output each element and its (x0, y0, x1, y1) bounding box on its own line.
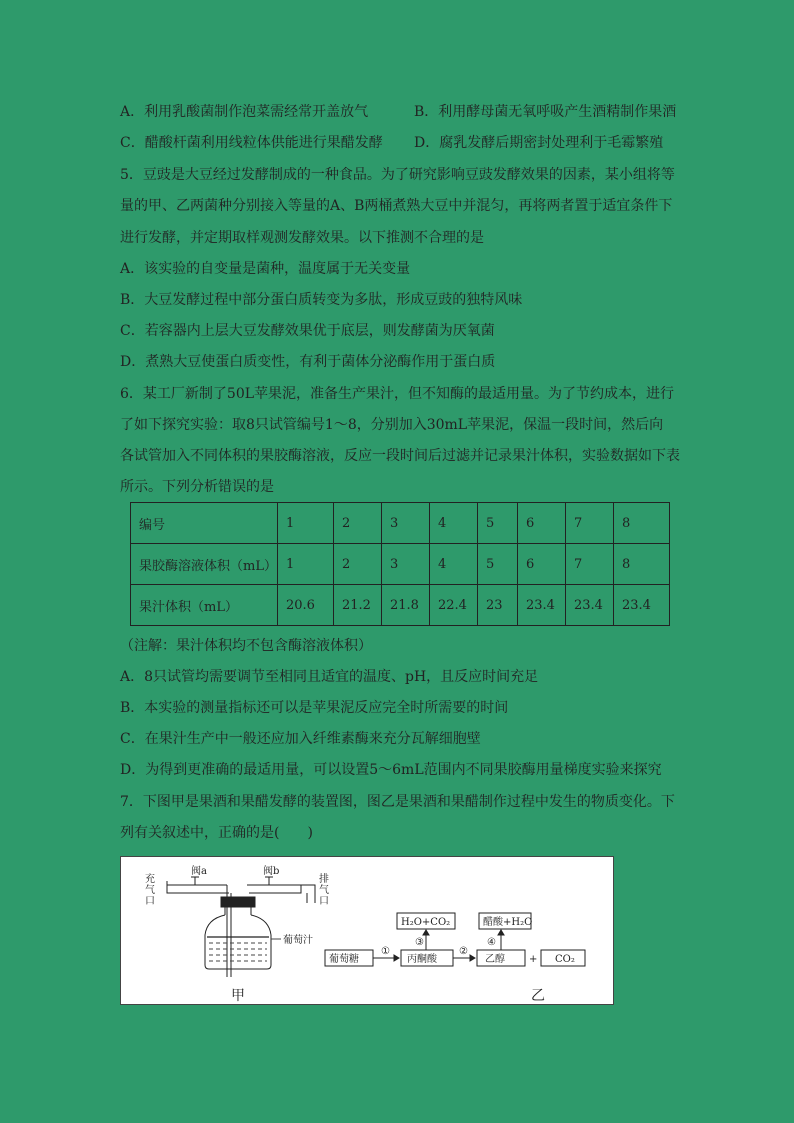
table-cell: 23.4 (566, 585, 614, 626)
q6-option-d[interactable]: D．为得到更准确的最适用量，可以设置5～6mL范围内不同果胶酶用量梯度实验来探究 (120, 762, 662, 778)
table-cell: 果胶酶溶液体积（mL） (131, 544, 278, 585)
table-cell: 3 (382, 503, 430, 544)
q5-stem-2: 量的甲、乙两菌种分别接入等量的A、B两桶煮熟大豆中并混匀，再将两者置于适宜条件下 (120, 198, 673, 214)
table-cell: 2 (334, 544, 382, 585)
table-cell: 8 (614, 544, 670, 585)
fermentation-figure (120, 856, 614, 1005)
q4-options-cd (120, 133, 680, 153)
outlet-char-2: 气 (319, 885, 329, 896)
figure-label-yi: 乙 (531, 988, 545, 1004)
table-row (131, 585, 670, 626)
table-cell: 1 (278, 544, 334, 585)
grape-juice-label: 葡萄汁 (283, 935, 313, 946)
table-cell: 8 (614, 503, 670, 544)
q7-stem-1: 7．下图甲是果酒和果醋发酵的装置图，图乙是果酒和果醋制作过程中发生的物质变化。下 (120, 794, 675, 810)
valve-a-label: 阀a (191, 866, 207, 877)
figure-label-jia: 甲 (231, 988, 245, 1004)
table-cell: 21.2 (334, 585, 382, 626)
table-cell: 6 (518, 503, 566, 544)
table-cell: 7 (566, 503, 614, 544)
table-cell: 2 (334, 503, 382, 544)
step-4-marker: ④ (487, 937, 496, 948)
table-cell: 23 (478, 585, 518, 626)
q7-stem-2: 列有关叙述中，正确的是( ) (120, 825, 313, 841)
table-cell: 4 (430, 544, 478, 585)
table-cell: 5 (478, 544, 518, 585)
q5-option-a[interactable]: A．该实验的自变量是菌种，温度属于无关变量 (120, 261, 411, 277)
q4-options-ab (120, 102, 680, 122)
q5-option-b[interactable]: B．大豆发酵过程中部分蛋白质转变为多肽，形成豆豉的独特风味 (120, 292, 523, 308)
step-1-marker: ① (381, 946, 390, 957)
co2-label: CO₂ (555, 954, 575, 965)
table-cell: 4 (430, 503, 478, 544)
q5-option-c[interactable]: C．若容器内上层大豆发酵效果优于底层，则发酵菌为厌氧菌 (120, 323, 495, 339)
q6-stem-3: 各试管加入不同体积的果胶酶溶液，反应一段时间后过滤并记录果汁体积，实验数据如下表 (120, 448, 680, 464)
table-cell: 5 (478, 503, 518, 544)
table-cell: 20.6 (278, 585, 334, 626)
q5-stem-3: 进行发酵，并定期取样观测发酵效果。以下推测不合理的是 (120, 230, 484, 246)
plus-sign: + (529, 954, 538, 965)
figure-drawing (121, 857, 613, 1004)
q6-option-b[interactable]: B．本实验的测量指标还可以是苹果泥反应完全时所需要的时间 (120, 700, 509, 716)
table-cell: 23.4 (518, 585, 566, 626)
outlet-char-3: 口 (319, 896, 329, 907)
fermentation-apparatus (167, 877, 315, 977)
q6-stem-2: 了如下探究实验：取8只试管编号1～8，分别加入30mL苹果泥，保温一段时间，然后向 (120, 417, 664, 433)
q4-option-a[interactable]: A．利用乳酸菌制作泡菜需经常开盖放气 (120, 104, 369, 120)
inlet-char-2: 气 (145, 885, 155, 896)
table-cell: 7 (566, 544, 614, 585)
q6-option-a[interactable]: A．8只试管均需要调节至相同且适宜的温度、pH，且反应时间充足 (120, 669, 539, 685)
table-cell: 果汁体积（mL） (131, 585, 278, 626)
inlet-char-1: 充 (145, 874, 155, 885)
pyruvate-label: 丙酮酸 (407, 954, 437, 965)
enzyme-data-table (130, 502, 670, 626)
h2o-co2-label: H₂O+CO₂ (401, 917, 451, 928)
table-cell: 3 (382, 544, 430, 585)
acetic-acid-label: 醋酸+H₂O (483, 917, 533, 928)
inlet-char-3: 口 (145, 896, 155, 907)
q6-stem-1: 6．某工厂新制了50L苹果泥，准备生产果汁，但不知酶的最适用量。为了节约成本，进行 (120, 386, 675, 402)
step-2-marker: ② (459, 946, 468, 957)
q5-stem-1: 5．豆豉是大豆经过发酵制成的一种食品。为了研究影响豆豉发酵效果的因素，某小组将等 (120, 167, 675, 183)
step-3-marker: ③ (415, 937, 424, 948)
outlet-char-1: 排 (319, 874, 329, 885)
table-cell: 1 (278, 503, 334, 544)
valve-b-label: 阀b (263, 866, 280, 877)
q5-option-d[interactable]: D．煮熟大豆使蛋白质变性，有利于菌体分泌酶作用于蛋白质 (120, 354, 496, 370)
table-row (131, 544, 670, 585)
q6-stem-4: 所示。下列分析错误的是 (120, 479, 274, 495)
q4-option-c[interactable]: C．醋酸杆菌利用线粒体供能进行果醋发酵 (120, 135, 383, 151)
table-note: （注解：果汁体积均不包含酶溶液体积） (120, 638, 372, 654)
q4-option-b[interactable]: B．利用酵母菌无氧呼吸产生酒精制作果酒 (414, 104, 677, 120)
table-cell: 22.4 (430, 585, 478, 626)
table-cell: 编号 (131, 503, 278, 544)
glucose-label: 葡萄糖 (329, 954, 359, 965)
liquid-dashes (209, 939, 281, 961)
table-cell: 23.4 (614, 585, 670, 626)
table-cell: 21.8 (382, 585, 430, 626)
ethanol-label: 乙醇 (485, 954, 505, 965)
q4-option-d[interactable]: D．腐乳发酵后期密封处理利于毛霉繁殖 (414, 135, 664, 151)
table-cell: 6 (518, 544, 566, 585)
q6-option-c[interactable]: C．在果汁生产中一般还应加入纤维素酶来充分瓦解细胞壁 (120, 731, 481, 747)
table-row (131, 503, 670, 544)
